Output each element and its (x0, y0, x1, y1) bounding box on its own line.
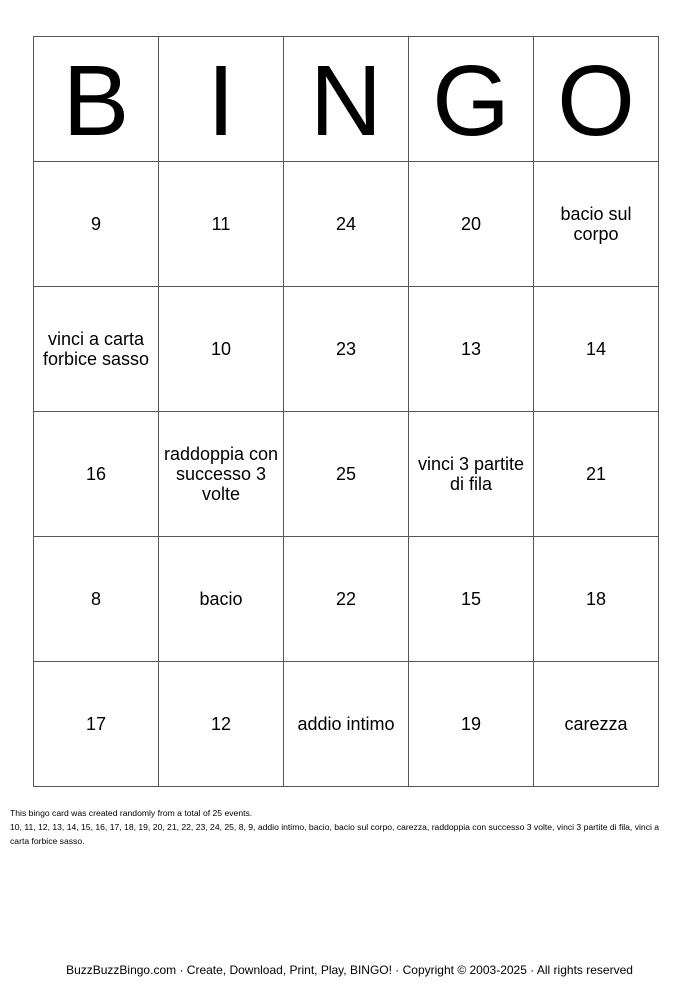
header-letter-o: O (534, 37, 659, 162)
bingo-cell: addio intimo (284, 662, 409, 787)
bingo-cell: 25 (284, 412, 409, 537)
bingo-cell: 18 (534, 537, 659, 662)
bingo-cell: 13 (409, 287, 534, 412)
card-info (10, 806, 680, 848)
info-summary: This bingo card was created randomly from a total of 25 events. (10, 808, 253, 818)
bingo-cell: 9 (34, 162, 159, 287)
bingo-cell: 23 (284, 287, 409, 412)
header-letter-i: I (159, 37, 284, 162)
bingo-cell: 17 (34, 662, 159, 787)
bingo-row-4 (34, 537, 659, 662)
bingo-cell: 20 (409, 162, 534, 287)
info-event-list: 10, 11, 12, 13, 14, 15, 16, 17, 18, 19, 20, 21, 22, 23, 24, 25, 8, 9, addio intimo, bacio, bacio sul corpo, carezza, raddoppia con successo 3 volte, vinci 3 partite di fila, vinci a carta forbice sasso. (10, 822, 660, 846)
bingo-cell: 12 (159, 662, 284, 787)
header-letter-g: G (409, 37, 534, 162)
bingo-cell: 19 (409, 662, 534, 787)
bingo-cell: bacio sul corpo (534, 162, 659, 287)
bingo-cell: 8 (34, 537, 159, 662)
bingo-cell: 15 (409, 537, 534, 662)
bingo-row-2 (34, 287, 659, 412)
bingo-cell: 21 (534, 412, 659, 537)
bingo-row-5 (34, 662, 659, 787)
bingo-cell: vinci 3 partite di fila (409, 412, 534, 537)
bingo-cell: 10 (159, 287, 284, 412)
bingo-row-1 (34, 162, 659, 287)
bingo-cell: vinci a carta forbice sasso (34, 287, 159, 412)
header-letter-b: B (34, 37, 159, 162)
bingo-card (33, 36, 659, 787)
bingo-cell: 14 (534, 287, 659, 412)
bingo-cell: 22 (284, 537, 409, 662)
bingo-cell: raddoppia con successo 3 volte (159, 412, 284, 537)
bingo-cell: carezza (534, 662, 659, 787)
bingo-cell: 16 (34, 412, 159, 537)
bingo-header-row (34, 37, 659, 162)
footer-copyright: BuzzBuzzBingo.com · Create, Download, Print, Play, BINGO! · Copyright © 2003-2025 · All rights reserved (66, 963, 633, 977)
bingo-cell: 24 (284, 162, 409, 287)
header-letter-n: N (284, 37, 409, 162)
bingo-cell: bacio (159, 537, 284, 662)
bingo-cell: 11 (159, 162, 284, 287)
bingo-row-3 (34, 412, 659, 537)
